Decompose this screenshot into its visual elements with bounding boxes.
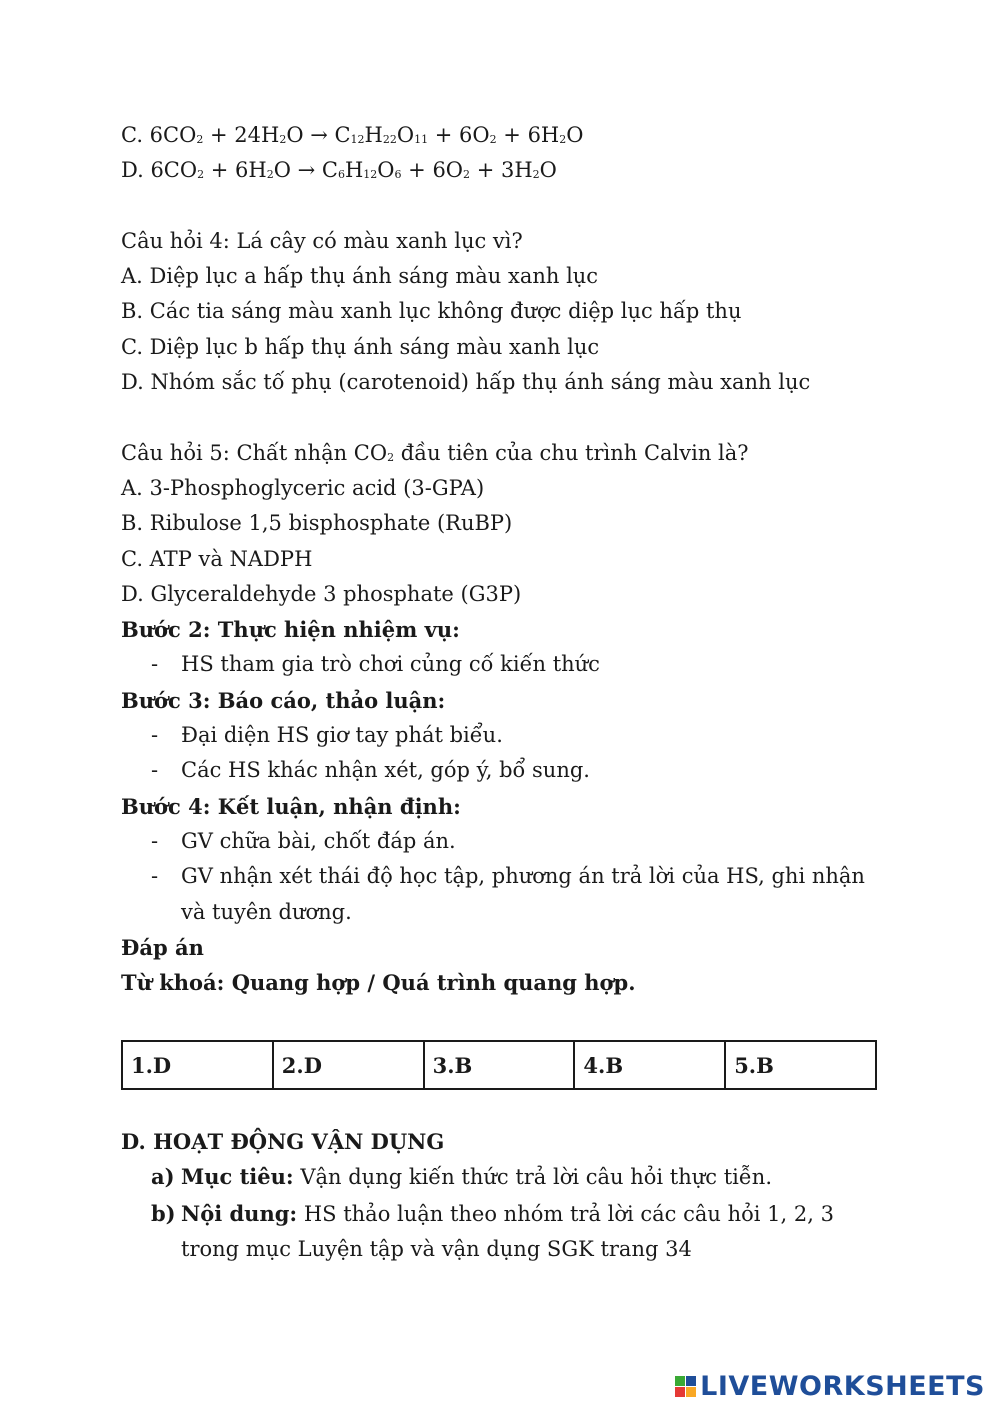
answer-cell-2: 2.D: [273, 1041, 424, 1089]
liveworksheets-logo-icon: [675, 1376, 696, 1397]
q5-option-d: D. Glyceraldehyde 3 phosphate (G3P): [121, 581, 522, 606]
step3-heading: Bước 3: Báo cáo, thảo luận:: [121, 687, 446, 713]
q5-option-a: A. 3-Phosphoglyceric acid (3-GPA): [121, 475, 485, 500]
q4-question: Câu hỏi 4: Lá cây có màu xanh lục vì?: [121, 228, 523, 253]
liveworksheets-logo: [675, 1371, 985, 1402]
step2-heading: Bước 2: Thực hiện nhiệm vụ:: [121, 617, 460, 643]
spacer: [121, 189, 881, 224]
section-d-item-b: b) Nội dung: HS thảo luận theo nhóm trả lời các câu hỏi 1, 2, 3 trong mục Luyện tập và vận dụng SGK trang 34: [151, 1200, 834, 1261]
step4-item: - GV chữa bài, chốt đáp án.: [151, 828, 456, 853]
q5-option-b: B. Ribulose 1,5 bisphosphate (RuBP): [121, 511, 513, 536]
spacer: [121, 400, 881, 435]
answer-cell-3: 3.B: [424, 1041, 575, 1089]
section-d-item-a: a) Mục tiêu: Vận dụng kiến thức trả lời câu hỏi thực tiễn.: [151, 1164, 772, 1190]
q5-option-c: C. ATP và NADPH: [121, 546, 313, 571]
logo-text: LIVEWORKSHEETS: [700, 1371, 985, 1402]
answer-cell-5: 5.B: [725, 1041, 876, 1089]
step4-heading: Bước 4: Kết luận, nhận định:: [121, 793, 461, 819]
table-row: [122, 1041, 876, 1089]
q4-option-c: C. Diệp lục b hấp thụ ánh sáng màu xanh lục: [121, 334, 600, 359]
step3-item: - Đại diện HS giơ tay phát biểu.: [151, 723, 503, 748]
answer-cell-1: 1.D: [122, 1041, 273, 1089]
worksheet-page: [121, 118, 881, 1000]
q5-question: Câu hỏi 5: Chất nhận $CO_2$ đầu tiên của chu trình Calvin là?: [121, 440, 749, 465]
section-d-title: D. HOẠT ĐỘNG VẬN DỤNG: [121, 1129, 445, 1154]
section-d: [121, 1124, 881, 1267]
q4-option-a: A. Diệp lục a hấp thụ ánh sáng màu xanh lục: [121, 264, 599, 289]
q3-option-c: C. $6CO_2 + 24H_2O \to C_{12}H_{22}O_{11} + 6O_2 + 6H_2O$: [121, 123, 584, 147]
answers-title: Đáp án: [121, 934, 204, 960]
step4-item: - GV nhận xét thái độ học tập, phương án trả lời của HS, ghi nhận và tuyên dương.: [151, 864, 865, 924]
answer-table: [121, 1040, 877, 1090]
answer-cell-4: 4.B: [574, 1041, 725, 1089]
step2-item: - HS tham gia trò chơi củng cố kiến thức: [151, 652, 600, 677]
q4-option-b: B. Các tia sáng màu xanh lục không được diệp lục hấp thụ: [121, 299, 742, 324]
keyword-line: Từ khoá: Quang hợp / Quá trình quang hợp.: [121, 970, 636, 996]
step3-item: - Các HS khác nhận xét, góp ý, bổ sung.: [151, 758, 590, 783]
q4-option-d: D. Nhóm sắc tố phụ (carotenoid) hấp thụ ánh sáng màu xanh lục: [121, 370, 811, 395]
q3-option-d: D. $6CO_2 + 6H_2O \to C_6H_{12}O_6 + 6O_2 + 3H_2O$: [121, 158, 557, 183]
